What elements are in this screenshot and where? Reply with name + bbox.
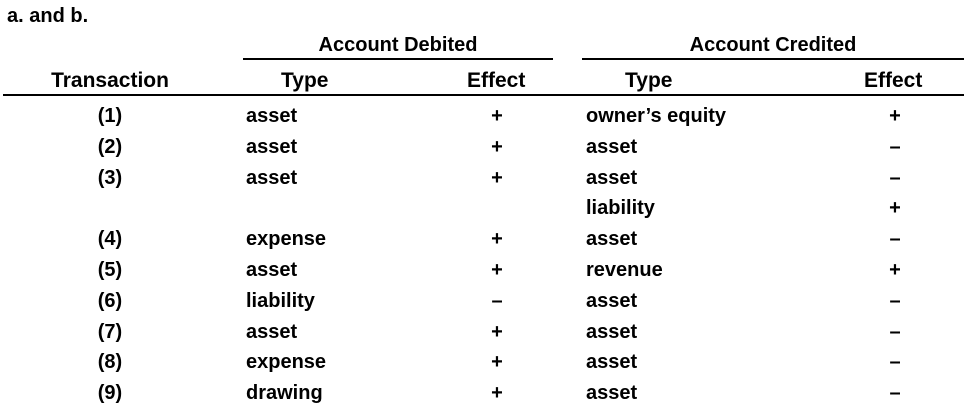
credit-effect-cell: –	[889, 289, 901, 312]
account-credited-title: Account Credited	[689, 34, 857, 56]
debit-type-cell: expense	[246, 228, 327, 251]
table-row	[0, 132, 967, 163]
transaction-number: (6)	[97, 289, 123, 312]
debit-type-cell: drawing	[246, 382, 323, 405]
table-row	[0, 193, 967, 224]
debit-effect-cell: +	[491, 105, 503, 127]
column-header-debit-effect: Effect	[467, 69, 526, 92]
debit-type-cell: expense	[246, 351, 327, 374]
column-header-credit-type: Type	[625, 69, 673, 92]
transaction-number: (8)	[97, 351, 123, 374]
credit-type-cell: asset	[586, 382, 638, 405]
credit-effect-cell: +	[889, 197, 901, 220]
column-header-transaction: Transaction	[51, 69, 169, 92]
credit-type-cell: owner’s equity	[586, 105, 727, 127]
transaction-number: (5)	[97, 258, 123, 281]
credit-effect-cell: –	[889, 351, 901, 374]
table-row	[0, 255, 967, 286]
credit-effect-cell: –	[889, 228, 901, 251]
credit-type-cell: asset	[586, 135, 638, 158]
column-header-credit-effect: Effect	[864, 69, 923, 92]
transaction-number: (7)	[97, 320, 123, 343]
account-debited-title: Account Debited	[318, 34, 478, 56]
credit-effect-cell: +	[889, 105, 901, 127]
table-row	[0, 163, 967, 194]
debit-effect-cell: +	[491, 166, 503, 189]
debit-effect-cell: +	[491, 228, 503, 251]
table-row	[0, 347, 967, 378]
table-row	[0, 224, 967, 255]
debit-effect-cell: –	[491, 289, 503, 312]
account-credited-rule	[582, 58, 964, 60]
column-header-debit-type: Type	[281, 69, 329, 92]
account-debited-rule	[243, 58, 553, 60]
debit-type-cell: asset	[246, 166, 298, 189]
debit-effect-cell: +	[491, 258, 503, 281]
credit-effect-cell: +	[889, 258, 901, 281]
debit-type-cell: asset	[246, 320, 298, 343]
section-heading: a. and b.	[7, 5, 89, 27]
credit-type-cell: revenue	[586, 258, 663, 281]
debit-type-cell: asset	[246, 135, 298, 158]
credit-effect-cell: –	[889, 166, 901, 189]
credit-type-cell: asset	[586, 228, 638, 251]
transaction-number: (1)	[97, 105, 123, 127]
header-rule	[3, 94, 964, 96]
debit-effect-cell: +	[491, 320, 503, 343]
transaction-number: (2)	[97, 135, 123, 158]
credit-effect-cell: –	[889, 382, 901, 405]
transaction-number: (9)	[97, 382, 123, 405]
debit-type-cell: asset	[246, 258, 298, 281]
transaction-number: (4)	[97, 228, 123, 251]
debit-effect-cell: +	[491, 382, 503, 405]
debit-effect-cell: +	[491, 351, 503, 374]
credit-type-cell: asset	[586, 351, 638, 374]
table-row	[0, 317, 967, 348]
credit-effect-cell: –	[889, 320, 901, 343]
debit-effect-cell: +	[491, 135, 503, 158]
debit-type-cell: liability	[246, 289, 315, 312]
transaction-table-body	[0, 101, 967, 409]
credit-type-cell: asset	[586, 166, 638, 189]
credit-effect-cell: –	[889, 135, 901, 158]
credit-type-cell: asset	[586, 289, 638, 312]
table-row	[0, 378, 967, 409]
credit-type-cell: asset	[586, 320, 638, 343]
transaction-number: (3)	[97, 166, 123, 189]
table-row	[0, 286, 967, 317]
credit-type-cell: liability	[586, 197, 655, 220]
debit-type-cell: asset	[246, 105, 298, 127]
table-row	[0, 101, 967, 132]
